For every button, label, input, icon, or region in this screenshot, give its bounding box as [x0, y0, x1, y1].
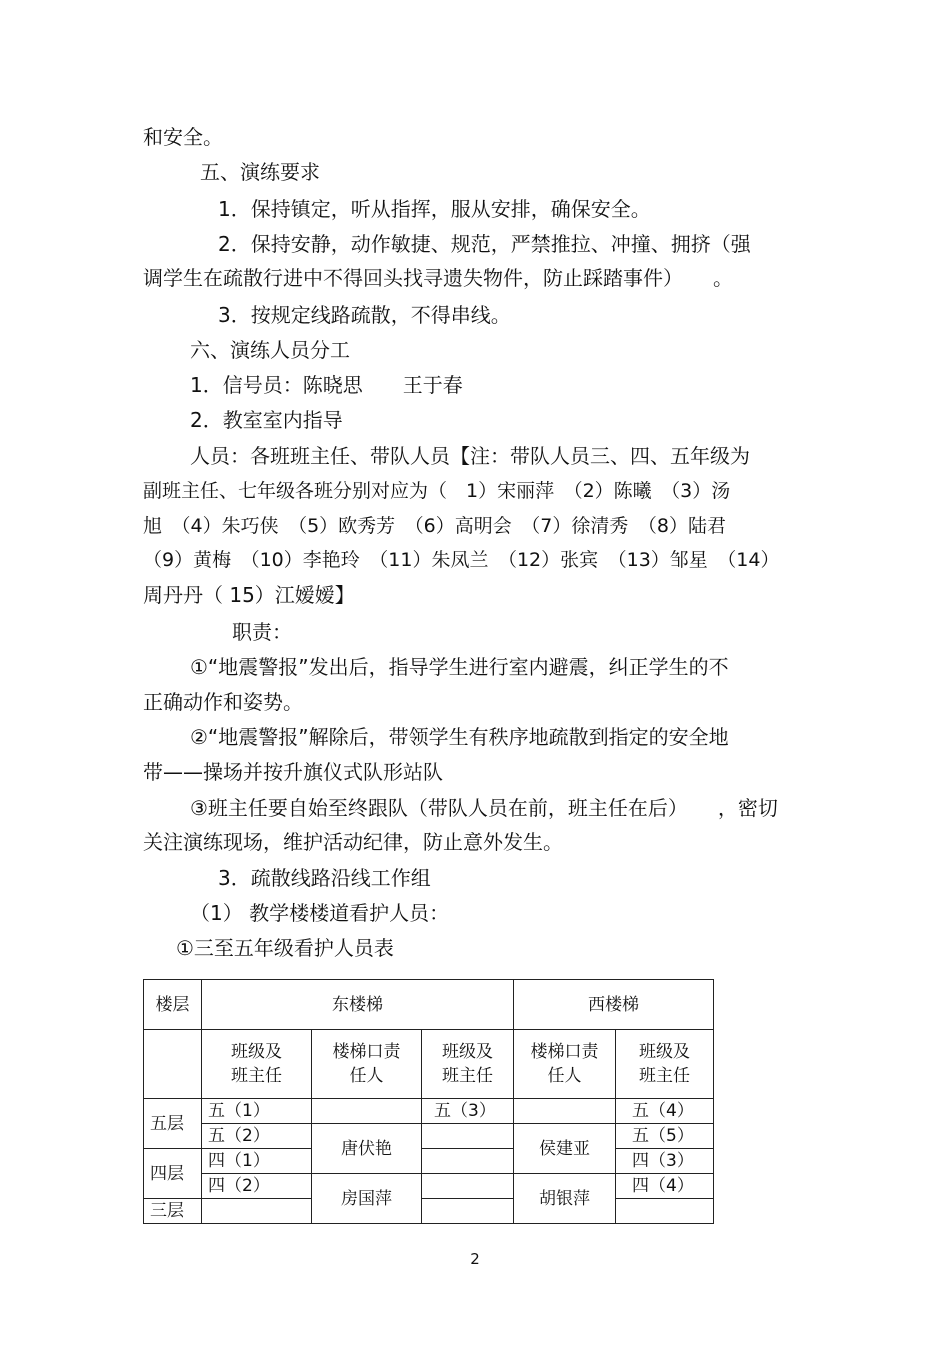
table-cell	[144, 1030, 202, 1099]
text-line: （1） 教学楼楼道看护人员：	[190, 901, 450, 925]
section-heading: 六、演练人员分工	[190, 338, 350, 362]
table-cell: 五（4）	[616, 1099, 714, 1124]
text-line: ②“地震警报”解除后，带领学生有秩序地疏散到指定的安全地	[190, 725, 729, 749]
table-cell	[422, 1174, 514, 1199]
list-item: 3．按规定线路疏散，不得串线。	[218, 303, 511, 327]
text-line: 关注演练现场，维护活动纪律，防止意外发生。	[143, 830, 563, 854]
text-line: 副班主任、七年级各班分别对应为（ 1）宋丽萍 （2）陈曦 （3）汤	[143, 480, 731, 502]
list-item: 2．保持安静，动作敏捷、规范，严禁推拉、冲撞、拥挤（强	[218, 232, 751, 256]
text-line: （9）黄梅 （10）李艳玲 （11）朱凤兰 （12）张宾 （13）邹星 （14）	[143, 549, 780, 571]
table-cell: 五（3）	[422, 1099, 514, 1124]
subheader-responsible: 楼梯口责 任人	[312, 1030, 422, 1099]
table-cell: 侯建亚	[514, 1124, 616, 1174]
table-cell: 五（1）	[202, 1099, 312, 1124]
subheader-responsible: 楼梯口责 任人	[514, 1030, 616, 1099]
text-line: 带——操场并按升旗仪式队形站队	[143, 760, 443, 784]
subheader-class: 班级及 班主任	[422, 1030, 514, 1099]
section-heading: 3．疏散线路沿线工作组	[218, 866, 431, 890]
subheader-class: 班级及 班主任	[202, 1030, 312, 1099]
text-line: 旭 （4）朱巧侠 （5）欧秀芳 （6）高明会 （7）徐清秀 （8）陆君	[143, 515, 726, 537]
table-caption: ①三至五年级看护人员表	[176, 936, 394, 960]
text-line: 和安全。	[143, 125, 223, 149]
table-cell	[312, 1099, 422, 1124]
list-item: 2．教室室内指导	[190, 408, 343, 432]
text-line: 周丹丹（ 15）江嫒嫒】	[143, 583, 355, 607]
subheader-class: 班级及 班主任	[616, 1030, 714, 1099]
floor-label: 五层	[144, 1099, 202, 1149]
text-line: 人员：各班班主任、带队人员【注：带队人员三、四、五年级为	[190, 444, 750, 468]
table-cell: 胡银萍	[514, 1174, 616, 1224]
table-cell: 唐伏艳	[312, 1124, 422, 1174]
table-cell	[202, 1199, 312, 1224]
table-cell: 五（5）	[616, 1124, 714, 1149]
table-cell	[422, 1124, 514, 1149]
floor-label: 四层	[144, 1149, 202, 1199]
list-item: 1．保持镇定，听从指挥，服从安排，确保安全。	[218, 197, 651, 221]
text-line: ③班主任要自始至终跟队（带队人员在前，班主任在后） ，密切	[190, 796, 778, 820]
table-cell	[514, 1099, 616, 1124]
text-line: 调学生在疏散行进中不得回头找寻遗失物件，防止踩踏事件） 。	[143, 266, 733, 290]
table-cell: 四（2）	[202, 1174, 312, 1199]
section-heading: 五、演练要求	[200, 160, 320, 184]
table-cell: 房国萍	[312, 1174, 422, 1224]
table-cell	[422, 1149, 514, 1174]
table-cell	[616, 1199, 714, 1224]
text-line: 正确动作和姿势。	[143, 690, 303, 714]
header-west-stair: 西楼梯	[514, 980, 714, 1030]
header-floor: 楼层	[144, 980, 202, 1030]
table-cell: 四（3）	[616, 1149, 714, 1174]
table-cell: 四（4）	[616, 1174, 714, 1199]
header-east-stair: 东楼梯	[202, 980, 514, 1030]
table-cell: 五（2）	[202, 1124, 312, 1149]
text-line: ①“地震警报”发出后，指导学生进行室内避震，纠正学生的不	[190, 655, 729, 679]
list-item: 1．信号员：陈晓思 王于春	[190, 373, 463, 397]
table-cell	[422, 1199, 514, 1224]
stairwell-duty-table	[143, 979, 714, 1224]
text-line: 职责：	[232, 620, 292, 644]
floor-label: 三层	[144, 1199, 202, 1224]
page-number: 2	[470, 1250, 480, 1268]
table-cell: 四（1）	[202, 1149, 312, 1174]
